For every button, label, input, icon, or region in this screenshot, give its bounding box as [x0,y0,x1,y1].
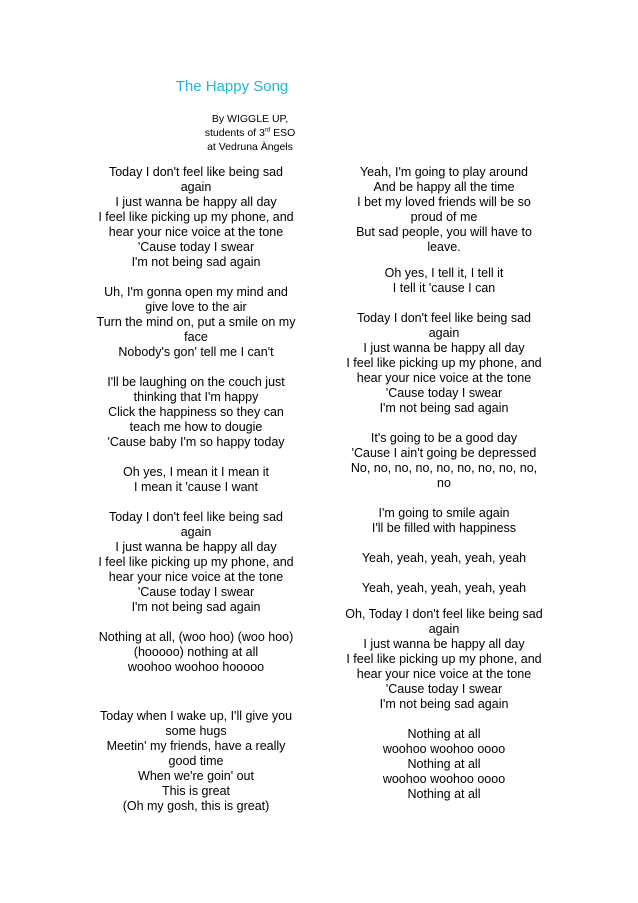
stanza-gap [330,566,558,581]
stanza-gap [82,360,310,375]
lyric-line: I'm not being sad again [379,401,509,415]
lyric-line: I'll be filled with happiness [371,521,517,535]
stanza-gap [330,255,558,266]
lyric-line: woohoo woohoo oooo [382,742,506,756]
lyric-line: Yeah, yeah, yeah, yeah, yeah [361,581,527,595]
lyric-line: leave. [427,240,461,254]
lyric-line: Yeah, I'm going to play around [359,165,529,179]
lyric-line: Oh, Today I don't feel like being sad [345,607,543,621]
lyric-line: thinking that I'm happy [133,390,259,404]
byline [150,112,350,154]
lyrics-stanza [82,510,310,615]
stanza-gap [330,712,558,727]
song-title: The Happy Song [175,78,289,95]
lyrics-column-left [82,165,310,814]
stanza-gap [330,296,558,311]
lyrics-stanza [330,727,558,802]
lyric-line: Meetin' my friends, have a really [106,739,286,753]
lyric-line: I'll be laughing on the couch just [107,375,285,389]
lyric-line: I'm not being sad again [379,697,509,711]
stanza-gap [330,491,558,506]
lyric-line: Oh yes, I tell it, I tell it [384,266,504,280]
stanza-gap [82,495,310,510]
lyric-line: Click the happiness so they can [108,405,284,419]
lyric-line: Nothing at all, (woo hoo) (woo hoo) [98,630,294,644]
lyric-line: Oh yes, I mean it I mean it [123,465,269,479]
lyric-line: good time [168,754,224,768]
lyric-line: I'm not being sad again [131,600,261,614]
stanza-gap [330,596,558,607]
lyric-line: Today I don't feel like being sad [356,311,532,325]
lyric-line: 'Cause today I swear [137,240,255,254]
stanza-gap [330,536,558,551]
lyrics-stanza [330,581,558,596]
lyric-line: no [437,476,451,490]
lyric-line: And be happy all the time [373,180,515,194]
byline-authors: By WIGGLE UP, [211,113,289,125]
lyric-line: (hooooo) nothing at all [133,645,259,659]
lyric-line: No, no, no, no, no, no, no, no, no, [350,461,538,475]
lyrics-stanza [330,607,558,712]
lyric-line: I just wanna be happy all day [363,637,525,651]
lyric-line: When we're goin' out [138,769,254,783]
lyric-line: I just wanna be happy all day [115,195,277,209]
lyric-line: This is great [161,784,231,798]
lyric-line: I mean it 'cause I want [134,480,258,494]
lyrics-stanza [330,506,558,536]
lyric-line: hear your nice voice at the tone [108,225,284,239]
lyric-line: 'Cause today I swear [137,585,255,599]
lyric-line: Turn the mind on, put a smile on my [96,315,296,329]
lyric-line: woohoo woohoo oooo [382,772,506,786]
stanza-gap [82,675,310,709]
lyric-line: It's going to be a good day [370,431,518,445]
lyric-line: I feel like picking up my phone, and [346,652,542,666]
lyric-line: Nobody's gon' tell me I can't [118,345,274,359]
lyric-line: teach me how to dougie [129,420,263,434]
lyric-line: give love to the air [145,300,247,314]
byline-school: at Vedruna Àngels [207,141,293,153]
stanza-gap [82,615,310,630]
stanza-gap [82,450,310,465]
lyric-line: again [180,525,212,539]
lyrics-stanza [82,375,310,450]
lyric-line: again [428,622,460,636]
lyric-line: hear your nice voice at the tone [356,371,532,385]
lyric-line: Nothing at all [407,727,481,741]
stanza-gap [330,416,558,431]
lyric-line: I feel like picking up my phone, and [98,210,294,224]
lyrics-stanza [82,285,310,360]
lyric-line: (Oh my gosh, this is great) [122,799,270,813]
lyric-line: I'm going to smile again [378,506,510,520]
lyric-line: woohoo woohoo hooooo [127,660,265,674]
lyrics-stanza [330,551,558,566]
lyric-line: Uh, I'm gonna open my mind and [104,285,288,299]
lyric-line: some hugs [165,724,227,738]
lyric-line: Yeah, yeah, yeah, yeah, yeah [361,551,527,565]
lyrics-column-right [330,165,558,802]
lyrics-stanza [330,266,558,296]
lyric-line: Nothing at all [407,787,481,801]
lyric-line: Today I don't feel like being sad [108,510,284,524]
lyric-line: face [184,330,208,344]
lyric-line: hear your nice voice at the tone [356,667,532,681]
lyric-line: 'Cause baby I'm so happy today [107,435,285,449]
lyric-line: I feel like picking up my phone, and [346,356,542,370]
lyric-line: Today when I wake up, I'll give you [99,709,293,723]
lyric-line: again [428,326,460,340]
lyrics-stanza [82,165,310,270]
lyric-line: I just wanna be happy all day [363,341,525,355]
lyric-line: I bet my loved friends will be so [357,195,531,209]
lyric-line: Nothing at all [407,757,481,771]
lyrics-stanza [82,630,310,675]
lyrics-stanza [82,709,310,814]
lyric-line: hear your nice voice at the tone [108,570,284,584]
lyrics-stanza [330,431,558,491]
lyric-line: 'Cause I ain't going be depressed [351,446,537,460]
lyrics-stanza [330,311,558,416]
stanza-gap [82,270,310,285]
lyrics-stanza [330,165,558,255]
lyric-line: I just wanna be happy all day [115,540,277,554]
lyric-line: proud of me [410,210,478,224]
lyric-line: I tell it 'cause I can [392,281,496,295]
lyrics-stanza [82,465,310,495]
lyric-line: 'Cause today I swear [385,386,503,400]
lyric-line: I'm not being sad again [131,255,261,269]
lyric-line: again [180,180,212,194]
lyric-line: But sad people, you will have to [356,225,532,239]
byline-class: students of 3rd ESO [204,127,296,139]
lyric-line: 'Cause today I swear [385,682,503,696]
lyric-line: I feel like picking up my phone, and [98,555,294,569]
lyric-line: Today I don't feel like being sad [108,165,284,179]
